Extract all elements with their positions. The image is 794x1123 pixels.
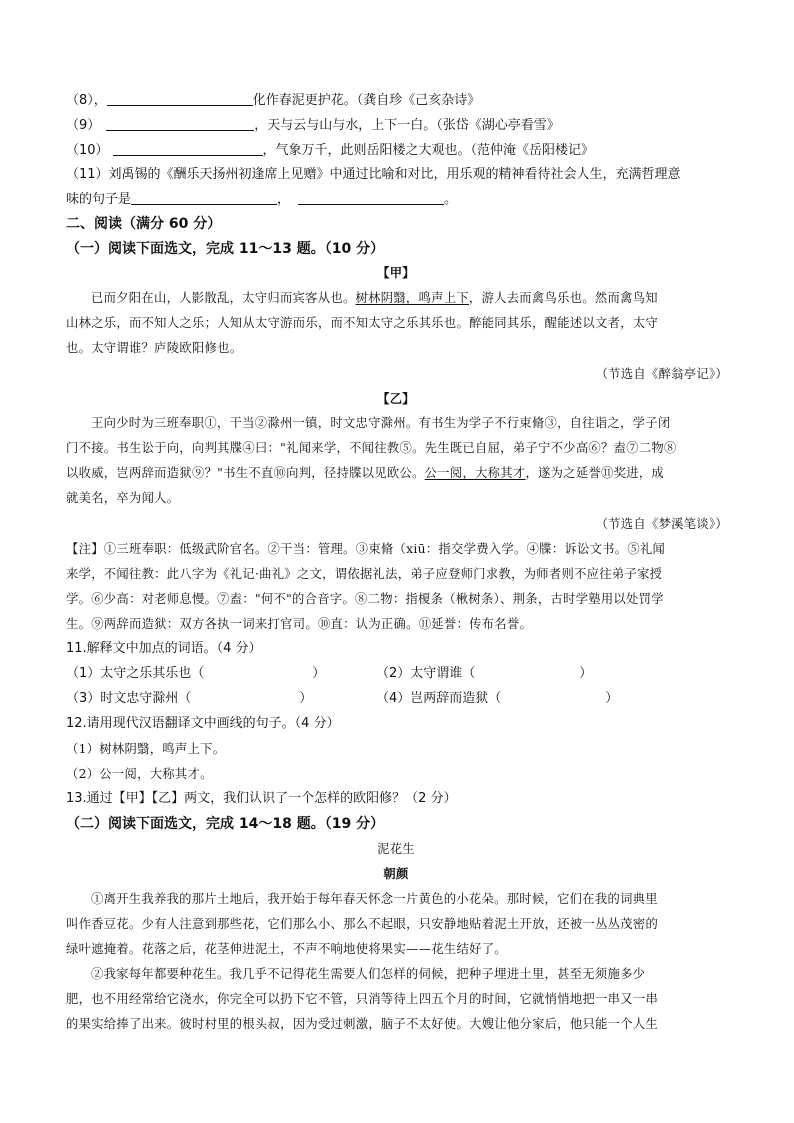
- q10-prefix: （10）: [66, 143, 109, 158]
- note-line: 学。⑥少高：对老师息慢。⑦盍："何不"的合音字。⑧二物：指榎条（楸树条）、荆条，古时学塾用以处罚学: [66, 592, 664, 606]
- answer-blank[interactable]: [106, 116, 254, 131]
- answer-blank[interactable]: [113, 141, 263, 156]
- underlined-sentence: 公一阅，大称其才: [424, 466, 526, 480]
- paren: ）: [579, 666, 593, 681]
- question-12-item: （1）树林阴翳，鸣声上下。: [66, 742, 226, 756]
- passage-yi-source: （节选自《梦溪笔谈》）: [595, 517, 728, 531]
- fill-question-11-line1: （11）刘禹锡的《酬乐天扬州初逢席上见赠》中通过比喻和对比，用乐观的精神看待社会人生，充满哲理意: [66, 167, 681, 182]
- passage-jia-line: 山林之乐，而不知人之乐；人知从太守游而乐，而不知太守之乐其乐也。醉能同其乐，醒能述以文者，太守: [66, 316, 659, 330]
- section-title: 二、阅读（满分 60 分）: [66, 216, 222, 232]
- passage-jia-line: 也。太守谓谁？庐陵欧阳修也。: [66, 341, 243, 355]
- item-4-wrap: [376, 689, 618, 709]
- part1-title: （一）阅读下面选文，完成 11～13 题。（10 分）: [66, 241, 385, 257]
- q9-text: ，天与云与山与水，上下一白。（张岱《湖心亭看雪》: [254, 118, 560, 133]
- text-span: 以收威，岂两辞而造狱⑨？"书生不直⑩向判，径持牒以见欧公。: [66, 466, 425, 480]
- paren: ）: [312, 666, 326, 681]
- question-11-stem: 11.解释文中加点的词语。（4 分）: [66, 641, 262, 656]
- note-line: 生。⑨两辞而造狱：双方各执一词来打官司。⑩直：认为正确。⑪延誉：传布名誉。: [66, 617, 533, 631]
- item-2-wrap: [376, 664, 592, 684]
- item-2: （2）太守谓谁（: [376, 666, 476, 681]
- paren: ）: [299, 691, 313, 706]
- essay-author: 朝颜: [383, 866, 409, 881]
- passage-jia-label: 【甲】: [377, 265, 415, 280]
- passage-jia-line: [66, 288, 726, 308]
- answer-blank[interactable]: [131, 190, 277, 205]
- essay-line: 绿叶遮掩着。花落之后，花茎伸进泥土，不声不响地使将果实——花生结好了。: [66, 942, 507, 956]
- note-line: 【注】①三班奉职：低级武阶官名。②干当：管理。③束脩（xiū：指交学费入学。④牒：诉讼文书。⑤礼闻: [66, 542, 666, 556]
- question-13: 13.通过【甲】【乙】两文，我们认识了一个怎样的欧阳修？（2 分）: [66, 791, 457, 806]
- essay-line: 叫作香豆花。少有人注意到那些花，它们那么小、那么不起眼，只安静地贴着泥土开放，还被一丛丛茂密的: [66, 917, 659, 931]
- comma: ，: [277, 192, 291, 207]
- period: 。: [444, 192, 458, 207]
- answer-blank[interactable]: [107, 91, 253, 106]
- part2-title: （二）阅读下面选文，完成 14～18 题。（19 分）: [66, 816, 385, 832]
- passage-yi-line: 王向少时为三班奉职①，干当②滁州一镇，时文忠守滁州。有书生为学子不行束脩③，自往诣之，学子闭: [91, 416, 671, 430]
- q9-prefix: （9）: [66, 118, 101, 133]
- item-3: （3）时文忠守滁州（: [66, 691, 192, 706]
- essay-line: 的果实给捧了出来。彼时村里的根头叔，因为受过刺激，脑子不太好使。大嫂让他分家后，他只能一个人生: [66, 1017, 659, 1031]
- fill-question-10: [66, 141, 726, 161]
- essay-title: 泥花生: [377, 842, 415, 856]
- essay-line: ②我家每年都要种花生。我几乎不记得花生需要人们怎样的伺候，把种子埋进土里，甚至无须施多少: [91, 967, 646, 981]
- note-line: 来学，不闻往教：此八字为《礼记·曲礼》之文，谓依据礼法，弟子应登师门求教，为师者则不应往弟子家授: [66, 567, 663, 581]
- passage-yi-line: 就美名，卒为闻人。: [66, 491, 180, 505]
- question-12-item: （2）公一阅，大称其才。: [66, 767, 213, 781]
- essay-line: 肥，也不用经常给它浇水，你完全可以扔下它不管，只消等待上四五个月的时间，它就悄悄地把一串又一串: [66, 992, 659, 1006]
- essay-line: ①离开生我养我的那片土地后，我开始于每年春天怀念一片黄色的小花朵。那时候，它们在我的词典里: [91, 892, 658, 906]
- passage-yi-line: [66, 463, 726, 483]
- q8-text: 化作春泥更护花。（龚自珍《己亥杂诗》: [252, 93, 481, 108]
- question-12-stem: 12.请用现代汉语翻译文中画线的句子。（4 分）: [66, 716, 340, 731]
- text-span: ，遂为之延誉⑪奖进，成: [525, 466, 665, 480]
- answer-blank[interactable]: [298, 190, 444, 205]
- fill-question-8: [66, 91, 726, 111]
- fill-question-9: [66, 116, 726, 136]
- item-1: （1）太守之乐其乐也（: [66, 666, 205, 681]
- fill-question-11-line2: [66, 190, 726, 210]
- paren: ）: [605, 691, 619, 706]
- passage-yi-line: 门不接。书生讼于向，向判其牒④曰："礼闻来学，不闻往教⑤。先生既已自屈，弟子宁不少高⑥？盍⑦二物⑧: [66, 441, 677, 455]
- question-11-row1: [66, 664, 726, 684]
- question-11-row2: [66, 689, 726, 709]
- text-span: 已而夕阳在山，人影散乱，太守归而宾客从也。: [91, 291, 356, 305]
- q8-prefix: （8），: [66, 93, 107, 108]
- q11-prefix: 味的句子是: [66, 192, 132, 207]
- text-span: ，游人去而禽鸟乐也。然而禽鸟知: [468, 291, 658, 305]
- underlined-sentence: 树林阴翳，鸣声上下: [355, 291, 469, 305]
- passage-jia-source: （节选自《醉翁亭记》）: [595, 367, 728, 381]
- item-4: （4）岂两辞而造狱（: [376, 691, 502, 706]
- passage-yi-label: 【乙】: [377, 391, 415, 406]
- q10-text: ，气象万千，此则岳阳楼之大观也。（范仲淹《岳阳楼记》: [262, 143, 595, 158]
